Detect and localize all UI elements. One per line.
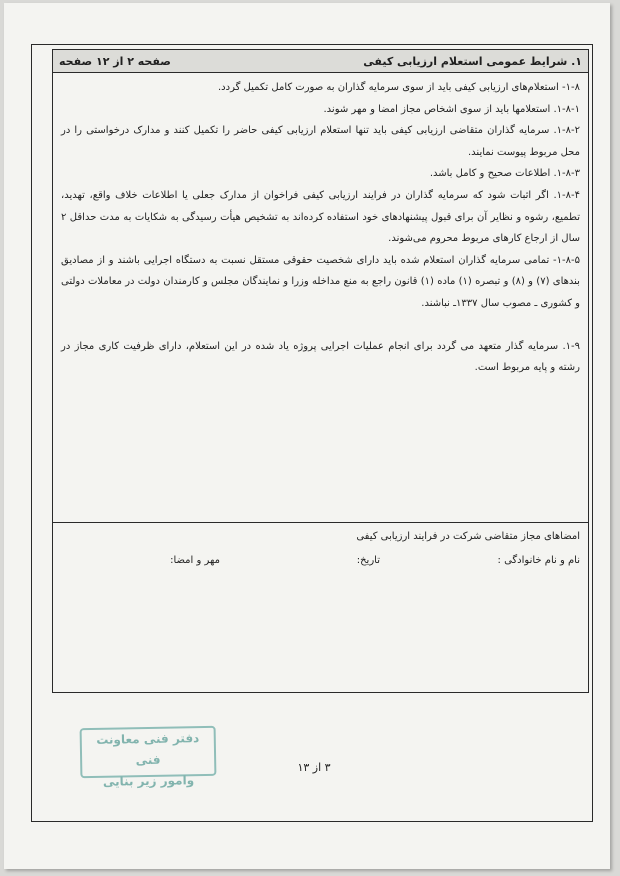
- clause-1-8-2: ۱-۸-۲. سرمایه گذاران متقاضی ارزیابی کیفی باید تنها استعلام ارزیابی کیفی حاضر را تکمیل کنند و مدارک درخواستی را در محل مربوط پیوست نمایند.: [61, 125, 580, 158]
- clause-1-8-5: ۱-۸-۵- تمامی سرمایه گذاران استعلام شده باید دارای شخصیت حقوقی مستقل نسبت به دستگاه اجرایی باشند و از مصادیق بندهای (۷) و (۸) و تبصره (۱) ماده (۱) قانون راجع به منع مداخله وزرا و نمایندگان مجلس و کارمندان دولت در معاملات دولتی و کشوری ـ مصوب سال ۱۳۳۷ـ نباشند.: [61, 254, 580, 309]
- conditions-body: [53, 73, 588, 523]
- clause-1-8-4: ۱-۸-۴. اگر اثبات شود که سرمایه گذاران در فرایند ارزیابی کیفی فراخوان از مدارک جعلی یا اطلاعات خلاف واقع، تهدید، تطمیع، رشوه و نظایر آن برای قبول پیشنهادهای خود استفاده کرده‌اند به تشخیص هیأت رسیدگی به شکایات به مدت حداقل ۲ سال از ارجاع کارهای مربوط محروم می‌شوند.: [61, 189, 580, 245]
- page-number: ۳ از ۱۳: [297, 761, 331, 774]
- page-info: صفحه ۲ از ۱۲ صفحه: [59, 54, 171, 68]
- clause-1-8-1: ۱-۸-۱. استعلامها باید از سوی اشخاص مجاز امضا و مهر شوند.: [323, 103, 580, 115]
- clause-1-9: ۱-۹. سرمایه گذار متعهد می گردد برای انجام عملیات اجرایی پروژه یاد شده در این استعلام، دارای ظرفیت کاری مجاز در رشته و پایه مربوط است.: [61, 340, 580, 374]
- section-header: [53, 50, 588, 73]
- spacer: [61, 315, 580, 336]
- clause-1-8: ۱-۸- استعلام‌های ارزیابی کیفی باید از سوی سرمایه گذاران به صورت کامل تکمیل گردد.: [217, 82, 580, 93]
- signature-section: [53, 523, 588, 575]
- seal-label: مهر و امضا:: [170, 555, 220, 566]
- stamp-line-1: دفتر فنی معاونت فنی: [96, 731, 200, 768]
- name-label: نام و نام خانوادگی :: [497, 555, 580, 566]
- form-frame: [52, 49, 589, 693]
- section-title: ۱. شرایط عمومی استعلام ارزیابی کیفی: [363, 54, 582, 68]
- document-sheet: [4, 3, 610, 869]
- office-stamp: [80, 726, 217, 789]
- signature-fields: [61, 549, 580, 573]
- signature-title: امضاهای مجاز متقاضی شرکت در فرایند ارزیابی کیفی: [356, 531, 580, 542]
- stamp-line-2: وامور زیر بنایی: [102, 773, 195, 789]
- date-label: تاریخ:: [356, 555, 380, 566]
- clause-1-8-3: ۱-۸-۳. اطلاعات صحیح و کامل باشد.: [429, 168, 580, 180]
